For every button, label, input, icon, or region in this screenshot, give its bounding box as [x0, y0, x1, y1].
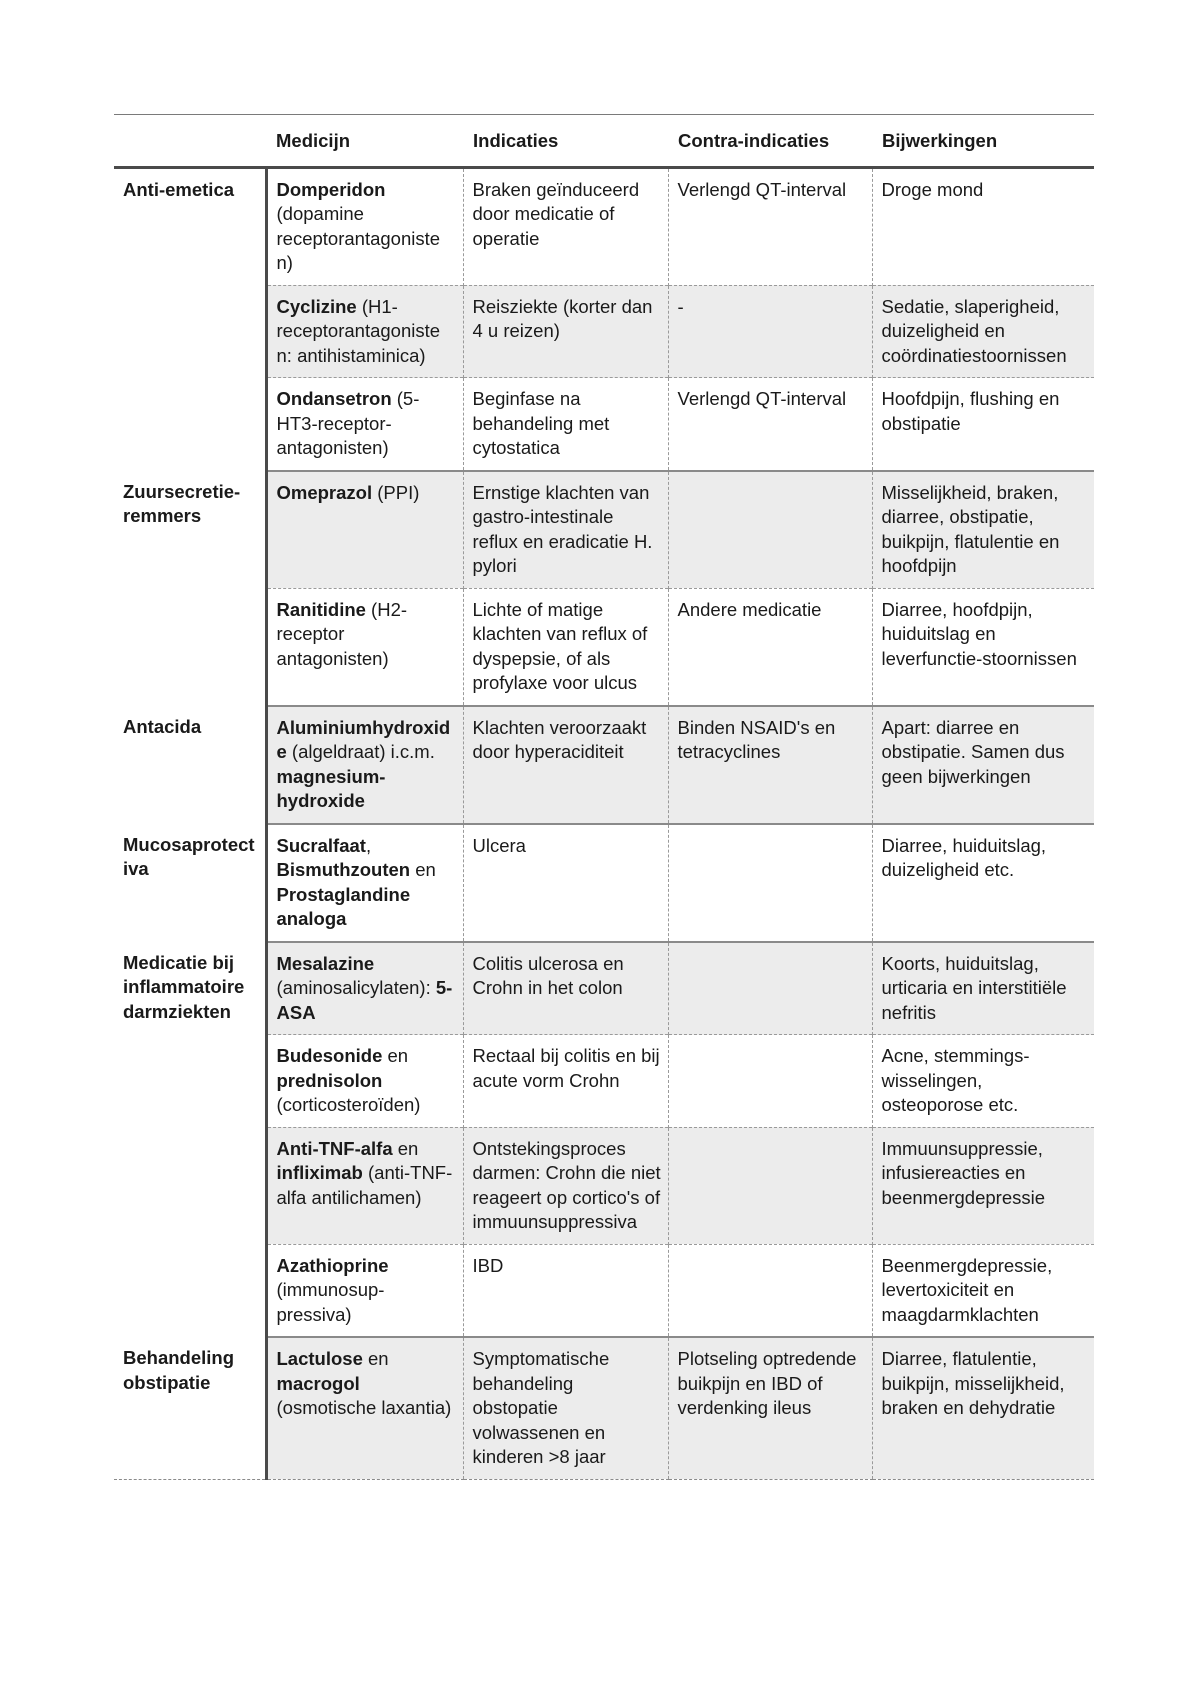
medicine-cell	[266, 588, 463, 706]
medicine-detail: (aminosalicylaten):	[276, 977, 436, 998]
indications-cell: Beginfase na behandeling met cytostatica	[463, 378, 668, 471]
medicine-cell	[266, 285, 463, 378]
medicine-detail: (osmotische laxantia)	[276, 1397, 452, 1418]
indications-cell: IBD	[463, 1244, 668, 1337]
table-row	[114, 942, 1094, 1035]
medicine-cell	[266, 1244, 463, 1337]
header-side-effects: Bijwerkingen	[872, 115, 1094, 168]
medicine-name: Bismuthzouten	[276, 859, 411, 880]
medicine-name: Ondansetron	[276, 388, 392, 409]
medicine-cell	[266, 706, 463, 824]
side-effects-cell: Beenmergdepressie, levertoxiciteit en maagdarmklachten	[872, 1244, 1094, 1337]
indications-cell: Reisziekte (korter dan 4 u reizen)	[463, 285, 668, 378]
medicine-detail: en	[362, 1348, 389, 1369]
contraindications-cell: Verlengd QT-interval	[668, 167, 872, 285]
table-row	[114, 1127, 1094, 1244]
header-contraindications: Contra-indicaties	[668, 115, 872, 168]
contraindications-cell: -	[668, 285, 872, 378]
side-effects-cell: Hoofdpijn, flushing en obstipatie	[872, 378, 1094, 471]
contraindications-cell	[668, 1035, 872, 1128]
medicine-detail: (anti-TNF-alfa antilichamen)	[276, 1162, 453, 1208]
category-cell	[114, 378, 266, 471]
medicine-detail: ,	[365, 834, 372, 856]
header-indications: Indicaties	[463, 115, 668, 168]
medicine-name: Prostaglandine analoga	[276, 883, 411, 929]
contraindications-cell	[668, 1244, 872, 1337]
medicine-detail: (algeldraat) i.c.m.	[286, 741, 435, 762]
contraindications-cell: Verlengd QT-interval	[668, 378, 872, 471]
medicine-name: Domperidon	[276, 178, 386, 200]
table-row	[114, 1337, 1094, 1479]
document-page	[114, 114, 1094, 1480]
indications-cell: Colitis ulcerosa en Crohn in het colon	[463, 942, 668, 1035]
contraindications-cell	[668, 942, 872, 1035]
medicine-detail: (H2-receptor antagonisten)	[276, 598, 408, 669]
medicine-name: Cyclizine	[276, 295, 357, 317]
side-effects-cell: Acne, stemmings-wisselingen, osteoporose etc.	[872, 1035, 1094, 1128]
category-cell: Anti-emetica	[114, 167, 266, 285]
medicine-name: Azathioprine	[276, 1254, 389, 1276]
header-row	[114, 115, 1094, 168]
contraindications-cell	[668, 471, 872, 589]
indications-cell: Ulcera	[463, 824, 668, 942]
category-cell: Medicatie bij inflammatoire darmziekten	[114, 942, 266, 1035]
side-effects-cell: Immuunsuppressie, infusiereacties en beenmergdepressie	[872, 1127, 1094, 1244]
medicine-name: infliximab	[276, 1162, 363, 1183]
medicine-name: Mesalazine	[276, 952, 375, 974]
category-cell	[114, 588, 266, 706]
table-row	[114, 167, 1094, 285]
category-cell: Behandeling obstipatie	[114, 1337, 266, 1479]
indications-cell: Rectaal bij colitis en bij acute vorm Crohn	[463, 1035, 668, 1128]
medicine-name: magnesium-hydroxide	[276, 765, 386, 811]
medicine-name: Omeprazol	[276, 481, 373, 503]
category-cell: Antacida	[114, 706, 266, 824]
medicine-name: Anti-TNF-alfa	[276, 1137, 393, 1159]
category-cell: Zuursecretie-remmers	[114, 471, 266, 589]
side-effects-cell: Misselijkheid, braken, diarree, obstipatie, buikpijn, flatulentie en hoofdpijn	[872, 471, 1094, 589]
header-category	[114, 115, 266, 168]
contraindications-cell	[668, 1127, 872, 1244]
medicine-cell	[266, 942, 463, 1035]
table-row	[114, 378, 1094, 471]
category-cell	[114, 285, 266, 378]
table-row	[114, 706, 1094, 824]
table-row	[114, 1035, 1094, 1128]
category-cell	[114, 1127, 266, 1244]
table-body	[114, 167, 1094, 1479]
medicine-cell	[266, 824, 463, 942]
medicine-name: macrogol	[276, 1372, 360, 1394]
medicine-name: 5-ASA	[276, 977, 453, 1023]
contraindications-cell: Andere medicatie	[668, 588, 872, 706]
medicine-cell	[266, 471, 463, 589]
medicine-name: Budesonide	[276, 1045, 383, 1066]
indications-cell: Braken geïnduceerd door medicatie of operatie	[463, 167, 668, 285]
medicine-cell	[266, 1127, 463, 1244]
medicine-detail: (5-HT3-receptor-antagonisten)	[276, 388, 420, 458]
medicine-detail: (immunosup-pressiva)	[276, 1279, 385, 1325]
side-effects-cell: Koorts, huiduitslag, urticaria en interstitiële nefritis	[872, 942, 1094, 1035]
medicine-name: prednisolon	[276, 1069, 383, 1091]
category-cell: Mucosaprotectiva	[114, 824, 266, 942]
medicine-detail: (PPI)	[372, 481, 420, 503]
indications-cell: Lichte of matige klachten van reflux of dyspepsie, of als profylaxe voor ulcus	[463, 588, 668, 706]
medicine-detail: (H1-receptorantagoniste n: antihistaminica)	[276, 295, 441, 366]
side-effects-cell: Droge mond	[872, 167, 1094, 285]
medicine-detail: en	[392, 1137, 419, 1159]
table-row	[114, 1244, 1094, 1337]
contraindications-cell: Binden NSAID's en tetracyclines	[668, 706, 872, 824]
medicine-name: Ranitidine	[276, 598, 366, 620]
medicine-name: Lactulose	[276, 1348, 363, 1369]
side-effects-cell: Diarree, flatulentie, buikpijn, misselijkheid, braken en dehydratie	[872, 1337, 1094, 1479]
medicine-cell	[266, 167, 463, 285]
indications-cell: Klachten veroorzaakt door hyperaciditeit	[463, 706, 668, 824]
indications-cell: Ontstekingsproces darmen: Crohn die niet reageert op cortico's of immuunsuppressiva	[463, 1127, 668, 1244]
medicine-detail: en	[410, 859, 436, 880]
side-effects-cell: Sedatie, slaperigheid, duizeligheid en coördinatiestoornissen	[872, 285, 1094, 378]
table-row	[114, 471, 1094, 589]
contraindications-cell	[668, 824, 872, 942]
medicine-detail: (corticosteroïden)	[276, 1094, 421, 1115]
indications-cell: Symptomatische behandeling obstopatie volwassenen en kinderen >8 jaar	[463, 1337, 668, 1479]
table-header	[114, 115, 1094, 168]
contraindications-cell: Plotseling optredende buikpijn en IBD of verdenking ileus	[668, 1337, 872, 1479]
table-row	[114, 588, 1094, 706]
header-medicine: Medicijn	[266, 115, 463, 168]
medicine-name: Aluminiumhydroxide	[276, 716, 451, 762]
medicine-cell	[266, 1337, 463, 1479]
medicine-name: Sucralfaat	[276, 834, 366, 856]
table-row	[114, 824, 1094, 942]
medicine-detail: en	[382, 1045, 409, 1066]
medication-table	[114, 114, 1094, 1480]
medicine-detail: (dopamine receptorantagoniste n)	[276, 203, 441, 273]
medicine-cell	[266, 1035, 463, 1128]
indications-cell: Ernstige klachten van gastro-intestinale reflux en eradicatie H. pylori	[463, 471, 668, 589]
table-row	[114, 285, 1094, 378]
medicine-cell	[266, 378, 463, 471]
side-effects-cell: Diarree, hoofdpijn, huiduitslag en leverfunctie-stoornissen	[872, 588, 1094, 706]
side-effects-cell: Diarree, huiduitslag, duizeligheid etc.	[872, 824, 1094, 942]
category-cell	[114, 1244, 266, 1337]
side-effects-cell: Apart: diarree en obstipatie. Samen dus geen bijwerkingen	[872, 706, 1094, 824]
category-cell	[114, 1035, 266, 1128]
